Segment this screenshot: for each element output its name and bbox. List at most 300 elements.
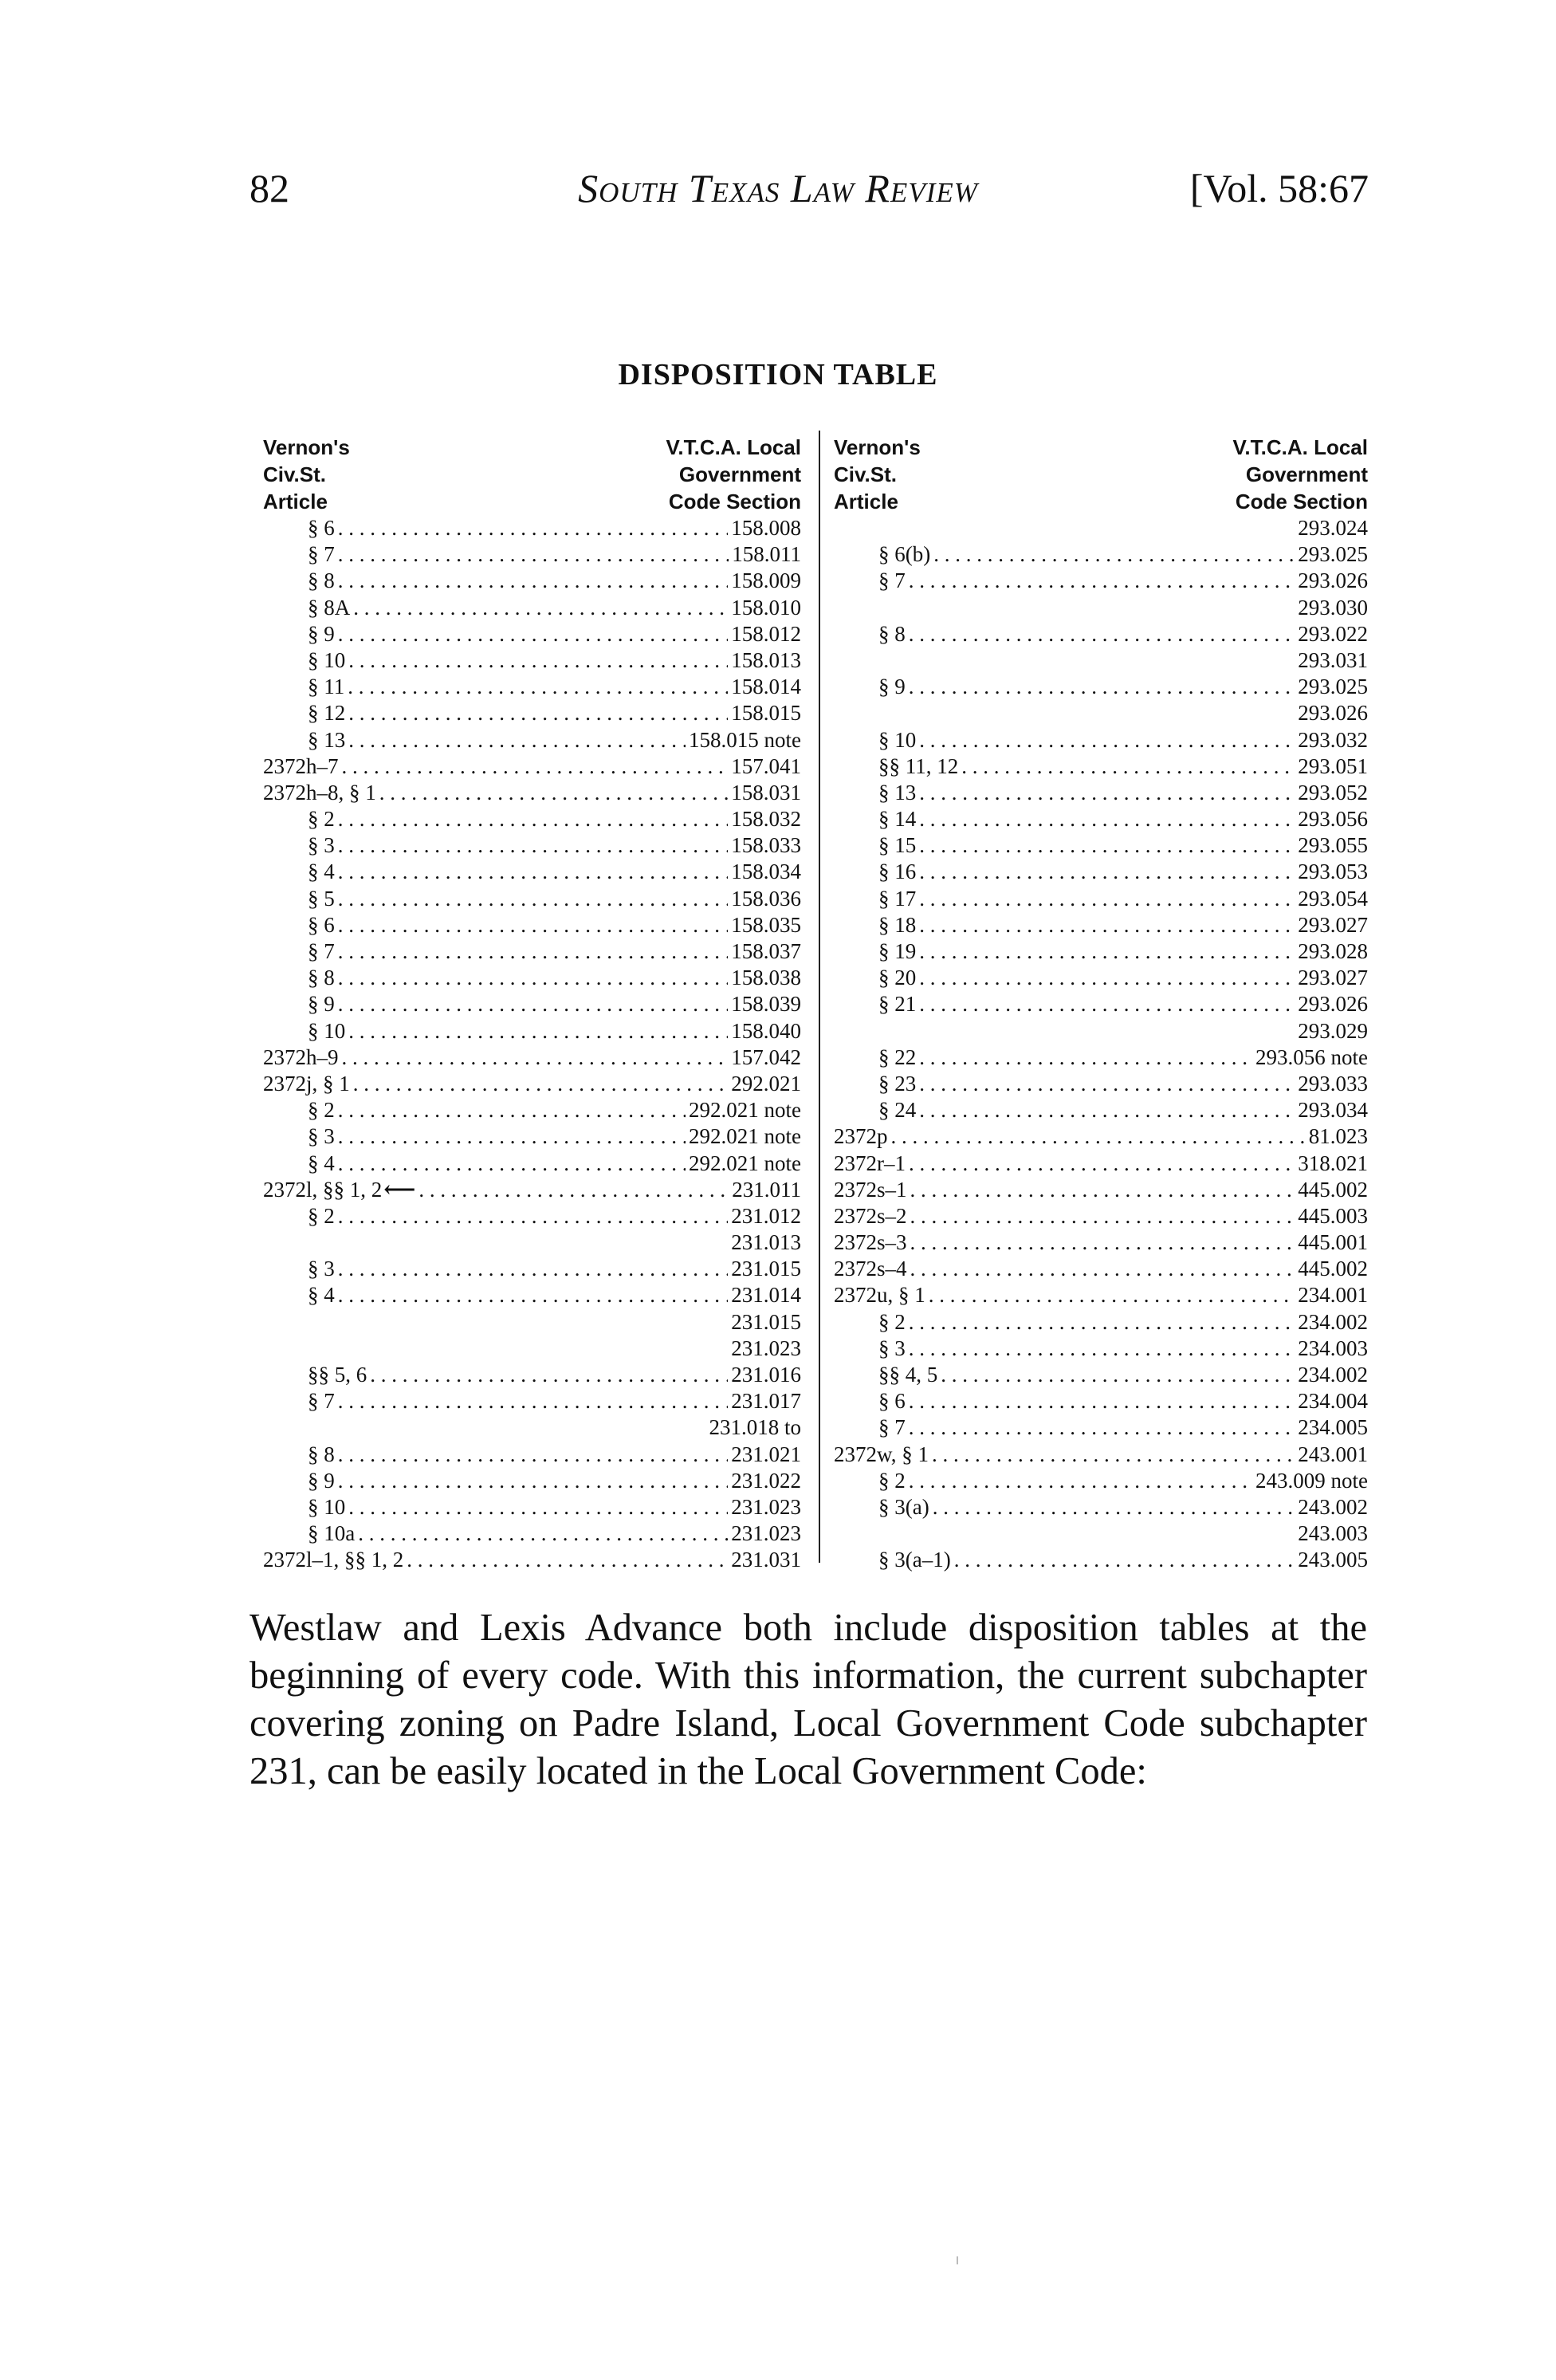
table-row: [834, 965, 1368, 991]
code-section: 158.036: [731, 886, 801, 911]
dot-leader: [338, 886, 729, 912]
code-section: 293.054: [1298, 886, 1368, 911]
code-section: 234.003: [1298, 1336, 1368, 1360]
code-section: 293.032: [1298, 727, 1368, 752]
table-row: [263, 1256, 801, 1282]
code-section: 292.021 note: [689, 1098, 801, 1123]
article-ref: § 8: [308, 1442, 335, 1466]
article-ref: 2372s–4: [834, 1257, 907, 1281]
dot-leader: [919, 727, 1295, 753]
code-section: 234.002: [1298, 1309, 1368, 1334]
source-header: Vernon's Civ.St. Article: [834, 435, 921, 513]
article-ref: § 2: [878, 1468, 906, 1493]
article-ref: § 7: [878, 1415, 906, 1440]
table-row: [263, 1071, 801, 1097]
article-ref: 2372s–2: [834, 1203, 907, 1228]
table-row: [263, 1309, 801, 1336]
table-row: [263, 991, 801, 1017]
article-ref: §§ 4, 5: [878, 1363, 938, 1387]
code-section: 231.023: [731, 1494, 801, 1519]
table-row: [263, 1388, 801, 1414]
code-section: 231.017: [731, 1389, 801, 1414]
running-head-journal: South Texas Law Review: [578, 166, 978, 210]
code-section: 157.042: [731, 1044, 801, 1069]
code-section: 243.003: [1298, 1521, 1368, 1546]
dot-leader: [338, 1151, 686, 1177]
code-section: 158.031: [731, 780, 801, 804]
dot-leader: [407, 1547, 728, 1573]
dot-leader: [348, 1018, 728, 1044]
article-ref: § 4: [308, 860, 335, 884]
article-ref: § 24: [878, 1098, 917, 1123]
table-row: [263, 886, 801, 912]
dot-leader: [910, 1256, 1295, 1282]
table-row: [263, 647, 801, 674]
table-row: [834, 1151, 1368, 1177]
code-section: 243.005: [1298, 1548, 1368, 1572]
article-ref: 2372l–1, §§ 1, 2: [263, 1548, 404, 1572]
dot-leader: [919, 912, 1295, 938]
code-section: 231.011: [732, 1177, 801, 1202]
code-section: 158.008: [731, 516, 801, 540]
table-row: [263, 515, 801, 541]
code-section: 318.021: [1298, 1151, 1368, 1175]
article-ref: § 16: [878, 860, 917, 884]
table-row: [263, 1362, 801, 1388]
code-section: 231.031: [731, 1548, 801, 1572]
table-row: [834, 991, 1368, 1017]
code-section: 231.014: [731, 1283, 801, 1308]
article-ref: § 15: [878, 833, 917, 858]
dot-leader: [909, 1414, 1295, 1441]
dot-leader: [338, 1468, 729, 1494]
dot-leader: [891, 1123, 1306, 1150]
arrow-left-icon: ⟵: [383, 1177, 416, 1202]
column-divider: [819, 431, 820, 1563]
dot-leader: [941, 1362, 1295, 1388]
table-row: [834, 515, 1368, 541]
table-row: [834, 1468, 1368, 1494]
dot-leader: [919, 991, 1295, 1017]
code-section: 445.002: [1298, 1177, 1368, 1202]
dot-leader: [338, 621, 729, 647]
table-row: [263, 1547, 801, 1573]
table-row: [263, 674, 801, 700]
code-section: 293.056: [1298, 807, 1368, 832]
dot-leader: [353, 1071, 728, 1097]
table-row: [834, 1123, 1368, 1150]
code-section: 231.016: [731, 1363, 801, 1387]
code-section: 292.021 note: [689, 1124, 801, 1149]
dot-leader: [909, 568, 1295, 594]
code-section: 158.010: [731, 595, 801, 620]
dot-leader: [909, 1336, 1295, 1362]
article-ref: § 9: [308, 992, 335, 1017]
table-row: [263, 753, 801, 780]
dot-leader: [348, 1494, 728, 1520]
code-section: 158.038: [731, 966, 801, 990]
dot-leader: [348, 727, 686, 753]
dot-leader: [919, 832, 1295, 859]
code-section: 158.037: [731, 939, 801, 963]
dot-leader: [353, 595, 728, 621]
code-section: 158.014: [731, 675, 801, 699]
dot-leader: [910, 1229, 1295, 1256]
article-ref: § 3(a): [878, 1494, 929, 1519]
dot-leader: [909, 1309, 1295, 1336]
dot-leader: [338, 1388, 729, 1414]
dot-leader: [338, 991, 729, 1017]
dot-leader: [338, 1256, 729, 1282]
code-section: 293.051: [1298, 753, 1368, 778]
article-ref: § 7: [308, 542, 335, 567]
code-section: 293.022: [1298, 621, 1368, 646]
table-row: [834, 806, 1368, 832]
table-row: [834, 700, 1368, 726]
dot-leader: [379, 780, 729, 806]
dot-leader: [338, 541, 729, 568]
article-ref: 2372s–1: [834, 1177, 907, 1202]
code-section: 158.013: [731, 647, 801, 672]
dot-leader: [910, 1177, 1295, 1203]
dot-leader: [919, 938, 1295, 965]
table-row: [834, 1520, 1368, 1547]
dot-leader: [909, 674, 1295, 700]
article-ref: § 20: [878, 966, 917, 990]
dot-leader: [909, 1468, 1252, 1494]
article-ref: § 8: [878, 621, 906, 646]
code-section: 158.033: [731, 833, 801, 858]
dot-leader: [338, 938, 729, 965]
table-row: [834, 1362, 1368, 1388]
table-row: [834, 1494, 1368, 1520]
article-ref: 2372w, § 1: [834, 1442, 929, 1466]
article-ref: § 19: [878, 939, 917, 963]
article-ref: §§ 5, 6: [308, 1363, 367, 1387]
dot-leader: [338, 1123, 686, 1150]
code-section: 293.027: [1298, 966, 1368, 990]
dot-leader: [338, 806, 729, 832]
table-row: [263, 595, 801, 621]
table-title: DISPOSITION TABLE: [618, 358, 938, 391]
table-row: [263, 938, 801, 965]
table-row: [834, 1229, 1368, 1256]
table-row: [263, 568, 801, 594]
code-section: 293.031: [1298, 647, 1368, 672]
code-section: 445.001: [1298, 1230, 1368, 1255]
code-section: 231.021: [731, 1442, 801, 1466]
dot-leader: [909, 621, 1295, 647]
code-section: 445.002: [1298, 1257, 1368, 1281]
article-ref: § 10: [308, 1018, 346, 1043]
table-row: [834, 1071, 1368, 1097]
code-section: 231.012: [731, 1203, 801, 1228]
table-row: [263, 1414, 801, 1441]
table-row: [263, 1520, 801, 1547]
code-section: 234.004: [1298, 1389, 1368, 1414]
dot-leader: [961, 753, 1295, 780]
code-section: 158.015: [731, 701, 801, 726]
article-ref: 2372p: [834, 1124, 888, 1149]
code-section: 231.023: [731, 1336, 801, 1360]
code-section: 234.005: [1298, 1415, 1368, 1440]
dot-leader: [342, 1044, 729, 1071]
dot-leader: [919, 859, 1295, 885]
code-section: 293.026: [1298, 701, 1368, 726]
code-section: 293.033: [1298, 1071, 1368, 1096]
dot-leader: [933, 541, 1295, 568]
article-ref: § 2: [308, 1203, 335, 1228]
article-ref: § 3: [308, 1257, 335, 1281]
article-ref: § 2: [308, 1098, 335, 1123]
dot-leader: [910, 1203, 1295, 1229]
article-ref: § 6: [308, 516, 335, 540]
article-ref: § 6: [308, 912, 335, 937]
code-section: 293.055: [1298, 833, 1368, 858]
dot-leader: [932, 1442, 1295, 1468]
source-header: Vernon's Civ.St. Article: [263, 435, 350, 513]
article-ref: § 17: [878, 886, 917, 911]
table-row: [263, 621, 801, 647]
right-column-header: [834, 434, 1368, 515]
table-row: [263, 1097, 801, 1123]
article-ref: § 7: [878, 568, 906, 593]
article-ref: § 3: [878, 1336, 906, 1360]
code-section: 293.034: [1298, 1098, 1368, 1123]
code-section: 158.015 note: [689, 727, 801, 752]
article-ref: § 10a: [308, 1521, 356, 1546]
dot-leader: [338, 1097, 686, 1123]
article-ref: § 3: [308, 1124, 335, 1149]
dot-leader: [919, 1097, 1295, 1123]
table-row: [834, 886, 1368, 912]
article-ref: § 4: [308, 1283, 335, 1308]
code-section: 293.029: [1298, 1018, 1368, 1043]
table-row: [834, 1442, 1368, 1468]
table-row: [834, 621, 1368, 647]
table-row: [263, 1123, 801, 1150]
code-section: 158.012: [731, 621, 801, 646]
body-paragraph: Westlaw and Lexis Advance both include disposition tables at the beginning of every code. With this information, the current subchapter covering zoning on Padre Island, Local Government Code subchapter 231, can be easily located in the Local Government Code:: [250, 1607, 1367, 1792]
code-section: 158.040: [731, 1018, 801, 1043]
table-row: [834, 1282, 1368, 1308]
table-row: [263, 1282, 801, 1308]
table-row: [834, 674, 1368, 700]
table-row: [834, 832, 1368, 859]
article-ref: § 10: [878, 727, 917, 752]
table-row: [263, 1177, 801, 1203]
dot-leader: [338, 515, 729, 541]
article-ref: § 11: [308, 675, 345, 699]
table-row: [834, 780, 1368, 806]
article-ref: § 9: [308, 621, 335, 646]
code-section: 81.023: [1308, 1124, 1368, 1149]
table-row: [263, 1044, 801, 1071]
article-ref: § 21: [878, 992, 917, 1017]
article-ref: § 10: [308, 1494, 346, 1519]
code-section: 293.052: [1298, 780, 1368, 804]
table-row: [263, 1018, 801, 1044]
dot-leader: [909, 1388, 1295, 1414]
article-ref: 2372h–9: [263, 1044, 339, 1069]
dot-leader: [418, 1177, 729, 1203]
code-section: 231.013: [731, 1230, 801, 1255]
right-column: [834, 434, 1368, 1574]
dot-leader: [348, 700, 728, 726]
table-row: [834, 595, 1368, 621]
left-table-rows: [263, 515, 801, 1574]
article-ref: 2372r–1: [834, 1151, 906, 1175]
table-row: [263, 1229, 801, 1256]
table-row: [263, 832, 801, 859]
code-section: 158.032: [731, 807, 801, 832]
code-section: 293.025: [1298, 542, 1368, 567]
dot-leader: [919, 806, 1295, 832]
code-section: 293.024: [1298, 516, 1368, 540]
dot-leader: [342, 753, 729, 780]
article-ref: § 22: [878, 1044, 917, 1069]
table-row: [263, 727, 801, 753]
dot-leader: [919, 886, 1295, 912]
dot-leader: [338, 965, 729, 991]
dot-leader: [338, 1282, 729, 1308]
article-ref: § 9: [878, 675, 906, 699]
table-row: [834, 1309, 1368, 1336]
article-ref: § 3: [308, 833, 335, 858]
scan-mark: [957, 2256, 958, 2264]
running-head-volume: [Vol. 58:67: [1189, 166, 1369, 210]
code-section: 158.034: [731, 860, 801, 884]
article-ref: § 13: [878, 780, 917, 804]
dot-leader: [338, 912, 729, 938]
code-section: 231.015: [731, 1309, 801, 1334]
table-row: [263, 912, 801, 938]
table-row: [263, 1494, 801, 1520]
article-ref: § 8: [308, 966, 335, 990]
table-row: [834, 1177, 1368, 1203]
code-section: 234.002: [1298, 1363, 1368, 1387]
table-row: [263, 965, 801, 991]
dot-leader: [338, 859, 729, 885]
article-ref: 2372l, §§ 1, 2: [263, 1177, 383, 1202]
table-row: [263, 1468, 801, 1494]
dot-leader: [348, 674, 728, 700]
code-section: 231.015: [731, 1257, 801, 1281]
table-row: [834, 568, 1368, 594]
table-row: [834, 1018, 1368, 1044]
table-row: [834, 647, 1368, 674]
left-column-header: [263, 434, 801, 515]
page-number: 82: [250, 166, 289, 210]
table-row: [834, 1097, 1368, 1123]
left-column: [263, 434, 801, 1574]
dot-leader: [370, 1362, 728, 1388]
code-section: 231.022: [731, 1468, 801, 1493]
article-ref: § 12: [308, 701, 346, 726]
article-ref: § 2: [878, 1309, 906, 1334]
article-ref: §§ 11, 12: [878, 753, 959, 778]
table-row: [263, 1336, 801, 1362]
article-ref: § 8A: [308, 595, 351, 620]
article-ref: § 10: [308, 647, 346, 672]
table-row: [263, 1442, 801, 1468]
code-section: 293.030: [1298, 595, 1368, 620]
table-row: [263, 1151, 801, 1177]
dot-leader: [338, 1203, 729, 1229]
article-ref: § 2: [308, 807, 335, 832]
code-section: 158.011: [732, 542, 801, 567]
dot-leader: [933, 1494, 1295, 1520]
dot-leader: [919, 780, 1295, 806]
dot-leader: [338, 832, 729, 859]
code-section: 293.053: [1298, 860, 1368, 884]
target-header: V.T.C.A. Local Government Code Section: [1232, 435, 1368, 513]
code-section: 293.027: [1298, 912, 1368, 937]
table-row: [263, 700, 801, 726]
article-ref: § 6: [878, 1389, 906, 1414]
code-section: 292.021 note: [689, 1151, 801, 1175]
article-ref: 2372j, § 1: [263, 1071, 350, 1096]
table-row: [834, 1547, 1368, 1573]
table-row: [834, 1388, 1368, 1414]
code-section: 231.018 to: [709, 1415, 801, 1440]
dot-leader: [919, 965, 1295, 991]
table-row: [834, 1203, 1368, 1229]
dot-leader: [338, 568, 729, 594]
code-section: 243.009 note: [1255, 1468, 1368, 1493]
dot-leader: [954, 1547, 1295, 1573]
code-section: 293.025: [1298, 675, 1368, 699]
article-ref: § 23: [878, 1071, 917, 1096]
dot-leader: [919, 1044, 1252, 1071]
article-ref: § 14: [878, 807, 917, 832]
code-section: 243.001: [1298, 1442, 1368, 1466]
code-section: 292.021: [731, 1071, 801, 1096]
target-header: V.T.C.A. Local Government Code Section: [666, 435, 801, 513]
table-row: [263, 541, 801, 568]
article-ref: § 4: [308, 1151, 335, 1175]
article-ref: § 8: [308, 568, 335, 593]
code-section: 445.003: [1298, 1203, 1368, 1228]
code-section: 293.028: [1298, 939, 1368, 963]
table-row: [263, 780, 801, 806]
table-row: [834, 938, 1368, 965]
table-row: [834, 727, 1368, 753]
dot-leader: [919, 1071, 1295, 1097]
article-ref: 2372h–8, § 1: [263, 780, 376, 804]
table-row: [263, 859, 801, 885]
code-section: 158.035: [731, 912, 801, 937]
article-ref: § 7: [308, 939, 335, 963]
table-row: [834, 1044, 1368, 1071]
dot-leader: [909, 1151, 1295, 1177]
code-section: 293.056 note: [1255, 1044, 1368, 1069]
table-row: [263, 806, 801, 832]
article-ref: § 7: [308, 1389, 335, 1414]
table-row: [263, 1203, 801, 1229]
right-table-rows: [834, 515, 1368, 1574]
code-section: 231.023: [731, 1521, 801, 1546]
table-row: [834, 1414, 1368, 1441]
table-row: [834, 912, 1368, 938]
dot-leader: [348, 647, 728, 674]
article-ref: § 13: [308, 727, 346, 752]
code-section: 293.026: [1298, 992, 1368, 1017]
article-ref: § 6(b): [878, 542, 931, 567]
table-row: [834, 753, 1368, 780]
code-section: 243.002: [1298, 1494, 1368, 1519]
code-section: 157.041: [731, 753, 801, 778]
